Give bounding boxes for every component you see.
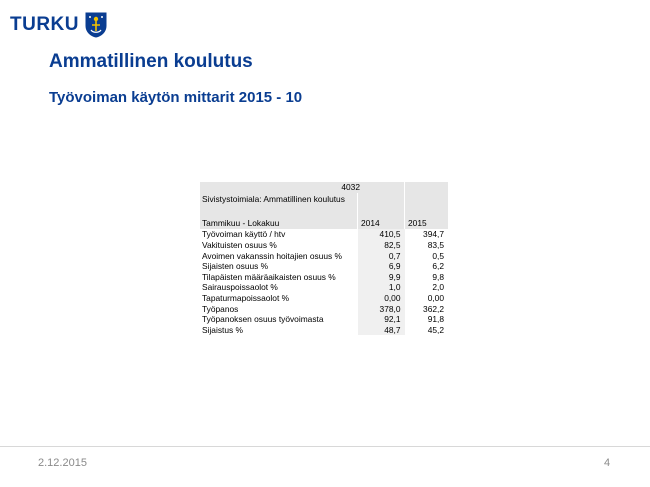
- metric-label: Avoimen vakanssin hoitajien osuus %: [202, 250, 342, 261]
- metric-label: Sairauspoissaolot %: [202, 282, 278, 293]
- value-2015: 0,00: [405, 293, 449, 304]
- table-row: [200, 240, 448, 251]
- logo-text: TURKU: [10, 14, 79, 35]
- table-code-row: [200, 182, 448, 193]
- metric-label: Työpanoksen osuus työvoimasta: [202, 314, 324, 325]
- value-2014: 9,9: [358, 272, 405, 283]
- value-2014: 1,0: [358, 282, 405, 293]
- unit-label: Sivistystoimiala: Ammatillinen koulutus: [200, 193, 358, 206]
- table-row: [200, 261, 448, 272]
- value-2014: 6,9: [358, 261, 405, 272]
- year-header-2015: 2015: [405, 216, 449, 229]
- table-header-row: [200, 216, 448, 229]
- value-2015: 0,5: [405, 250, 449, 261]
- turku-coat-of-arms-icon: [85, 12, 107, 38]
- slide-subtitle: Työvoiman käytön mittarit 2015 - 10: [49, 89, 303, 106]
- value-2014: 410,5: [358, 229, 405, 240]
- value-2015: 6,2: [405, 261, 449, 272]
- cost-center-code: 4032: [200, 182, 405, 193]
- value-2014: 92,1: [358, 314, 405, 325]
- metric-label: Sijaisten osuus %: [202, 261, 269, 272]
- value-2015: 45,2: [405, 325, 449, 336]
- metric-label: Työvoiman käyttö / htv: [202, 229, 286, 240]
- slide-title: Ammatillinen koulutus: [49, 51, 253, 72]
- value-2014: 0,7: [358, 250, 405, 261]
- value-2015: 83,5: [405, 240, 449, 251]
- metric-label: Vakituisten osuus %: [202, 240, 277, 251]
- value-2015: 9,8: [405, 272, 449, 283]
- value-2014: 48,7: [358, 325, 405, 336]
- value-2014: 378,0: [358, 303, 405, 314]
- table-row: [200, 282, 448, 293]
- value-2014: 0,00: [358, 293, 405, 304]
- workforce-metrics-table: [200, 182, 448, 335]
- table-row: [200, 325, 448, 336]
- table-row: [200, 314, 448, 325]
- table-row: [200, 250, 448, 261]
- period-label: Tammikuu - Lokakuu: [200, 216, 358, 229]
- value-2014: 82,5: [358, 240, 405, 251]
- year-header-2014: 2014: [358, 216, 405, 229]
- table-unit-row: [200, 193, 448, 206]
- value-2015: 362,2: [405, 303, 449, 314]
- table-body: [200, 229, 448, 335]
- footer-date: 2.12.2015: [38, 457, 87, 469]
- metric-label: Tapaturmapoissaolot %: [202, 293, 290, 304]
- table-row: [200, 229, 448, 240]
- table-spacer-row: [200, 206, 448, 217]
- table-row: [200, 303, 448, 314]
- table-row: [200, 293, 448, 304]
- turku-logo: [10, 12, 107, 38]
- table-row: [200, 272, 448, 283]
- value-2015: 394,7: [405, 229, 449, 240]
- metric-label: Sijaistus %: [202, 324, 243, 335]
- metric-label: Tilapäisten määräaikaisten osuus %: [202, 271, 336, 282]
- footer-divider: [0, 446, 650, 447]
- page-number: 4: [604, 457, 611, 469]
- metric-label: Työpanos: [202, 303, 239, 314]
- value-2015: 91,8: [405, 314, 449, 325]
- value-2015: 2,0: [405, 282, 449, 293]
